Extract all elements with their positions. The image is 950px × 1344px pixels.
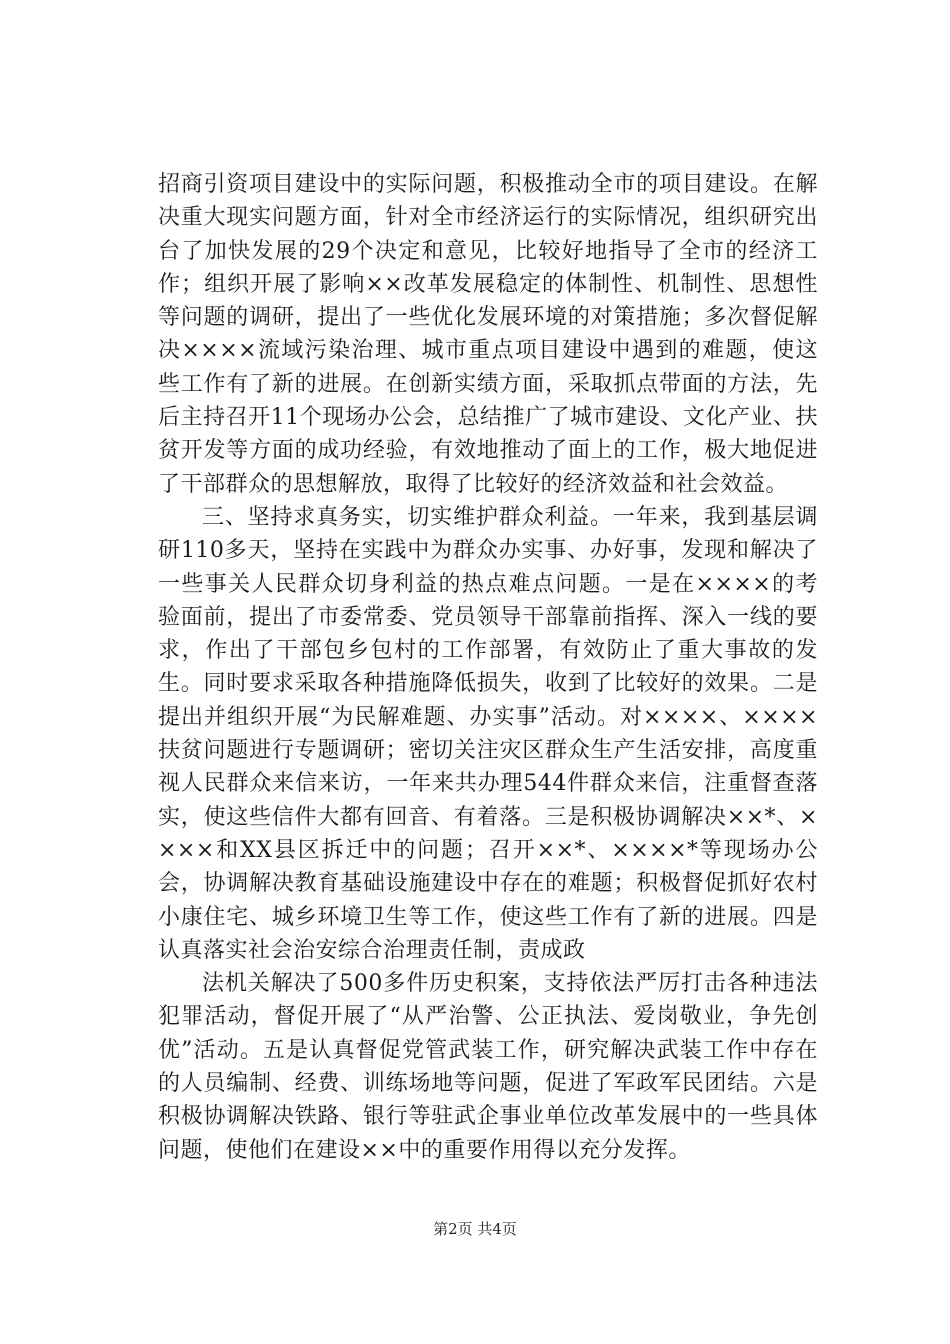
- document-body: [158, 168, 818, 1167]
- paragraph-2: 三、坚持求真务实，切实维护群众利益。一年来，我到基层调研110多天，坚持在实践中为群众办实事、办好事，发现和解决了一些事关人民群众切身利益的热点难点问题。一是在××××的考验面前，提出了市委常委、党员领导干部靠前指挥、深入一线的要求，作出了干部包乡包村的工作部署，有效防止了重大事故的发生。同时要求采取各种措施降低损失，收到了比较好的效果。二是提出并组织开展“为民解难题、办实事”活动。对××××、××××扶贫问题进行专题调研；密切关注灾区群众生产生活安排，高度重视人民群众来信来访，一年来共办理544件群众来信，注重督查落实，使这些信件大都有回音、有着落。三是积极协调解决××*、××××和XX县区拆迁中的问题；召开××*、××××*等现场办公会，协调解决教育基础设施建设中存在的难题；积极督促抓好农村小康住宅、城乡环境卫生等工作，使这些工作有了新的进展。四是认真落实社会治安综合治理责任制，责成政: [158, 504, 818, 963]
- paragraph-3: 法机关解决了500多件历史积案，支持依法严厉打击各种违法犯罪活动，督促开展了“从严治警、公正执法、爱岗敬业，争先创优”活动。五是认真督促党管武装工作，研究解决武装工作中存在的人员编制、经费、训练场地等问题，促进了军政军民团结。六是积极协调解决铁路、银行等驻武企事业单位改革发展中的一些具体问题，使他们在建设××中的重要作用得以充分发挥。: [158, 971, 818, 1163]
- paragraph-1: 招商引资项目建设中的实际问题，积极推动全市的项目建设。在解决重大现实问题方面，针对全市经济运行的实际情况，组织研究出台了加快发展的29个决定和意见，比较好地指导了全市的经济工作；组织开展了影响××改革发展稳定的体制性、机制性、思想性等问题的调研，提出了一些优化发展环境的对策措施；多次督促解决××××流域污染治理、城市重点项目建设中遇到的难题，使这些工作有了新的进展。在创新实绩方面，采取抓点带面的方法，先后主持召开11个现场办公会，总结推广了城市建设、文化产业、扶贫开发等方面的成功经验，有效地推动了面上的工作，极大地促进了干部群众的思想解放，取得了比较好的经济效益和社会效益。: [158, 172, 818, 497]
- page-number-footer: 第2页 共4页: [433, 1220, 517, 1238]
